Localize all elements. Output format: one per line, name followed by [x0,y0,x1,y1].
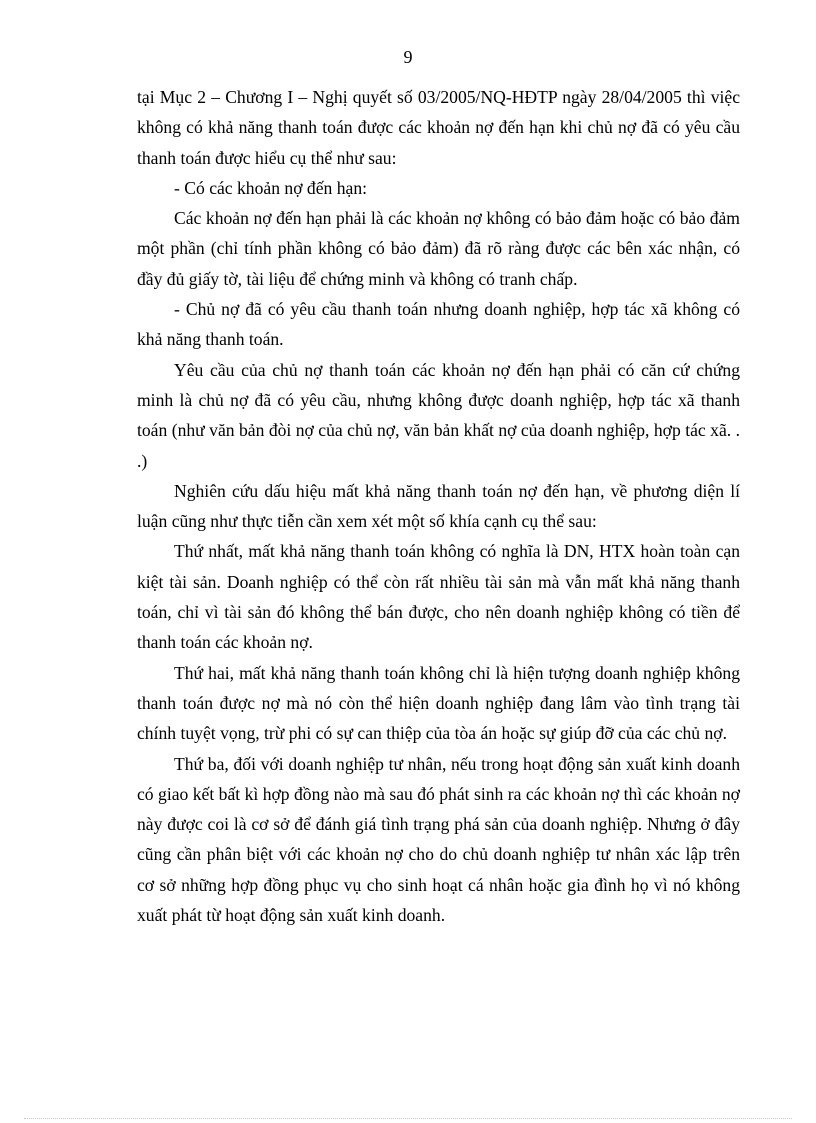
page-bottom-divider [24,1118,792,1119]
page-number: 9 [403,47,413,67]
paragraph-bullet-creditor-request: - Chủ nợ đã có yêu cầu thanh toán nhưng doanh nghiệp, hợp tác xã không có khả năng thanh toán. [137,299,740,350]
paragraph-bullet-debts-due: - Có các khoản nợ đến hạn: [174,177,367,198]
paragraph-debts-definition: Các khoản nợ đến hạn phải là các khoản nợ không có bảo đảm hoặc có bảo đảm một phần (chỉ tính phần không có bảo đảm) đã rõ ràng được các bên xác nhận, có đầy đủ giấy tờ, tài liệu để chứng minh và không có tranh chấp. [137,208,740,289]
paragraph-third-aspect: Thứ ba, đối với doanh nghiệp tư nhân, nếu trong hoạt động sản xuất kinh doanh có giao kết bất kì hợp đồng nào mà sau đó phát sinh ra các khoản nợ thì các khoản nợ này được coi là cơ sở để đánh giá tình trạng phá sản của doanh nghiệp. Nhưng ở đây cũng cần phân biệt với các khoản nợ cho do chủ doanh nghiệp tư nhân xác lập trên cơ sở những hợp đồng phục vụ cho sinh hoạt cá nhân hoặc gia đình họ vì nó không xuất phát từ hoạt động sản xuất kinh doanh. [137,753,740,926]
body-text [137,82,740,930]
paragraph-request-evidence: Yêu cầu của chủ nợ thanh toán các khoản nợ đến hạn phải có căn cứ chứng minh là chủ nợ đã có yêu cầu, nhưng không được doanh nghiệp, hợp tác xã thanh toán (như văn bản đòi nợ của chủ nợ, văn bản khất nợ của doanh nghiệp, hợp tác xã. . .) [137,359,740,471]
paragraph-first-aspect: Thứ nhất, mất khả năng thanh toán không có nghĩa là DN, HTX hoàn toàn cạn kiệt tài sản. Doanh nghiệp có thể còn rất nhiều tài sản mà vẫn mất khả năng thanh toán, chỉ vì tài sản đó không thể bán được, cho nên doanh nghiệp không có tiền để thanh toán các khoản nợ. [137,541,740,653]
paragraph-second-aspect: Thứ hai, mất khả năng thanh toán không chỉ là hiện tượng doanh nghiệp không thanh toán được nợ mà nó còn thể hiện doanh nghiệp đang lâm vào tình trạng tài chính tuyệt vọng, trừ phi có sự can thiệp của tòa án hoặc sự giúp đỡ của các chủ nợ. [137,662,740,744]
paragraph-research-aspects: Nghiên cứu dấu hiệu mất khả năng thanh toán nợ đến hạn, về phương diện lí luận cũng như thực tiễn cần xem xét một số khía cạnh cụ thể sau: [137,480,740,532]
paragraph-continuation: tại Mục 2 – Chương I – Nghị quyết số 03/2005/NQ-HĐTP ngày 28/04/2005 thì việc không có khả năng thanh toán được các khoản nợ đến hạn khi chủ nợ đã có yêu cầu thanh toán được hiểu cụ thể như sau: [137,87,740,168]
